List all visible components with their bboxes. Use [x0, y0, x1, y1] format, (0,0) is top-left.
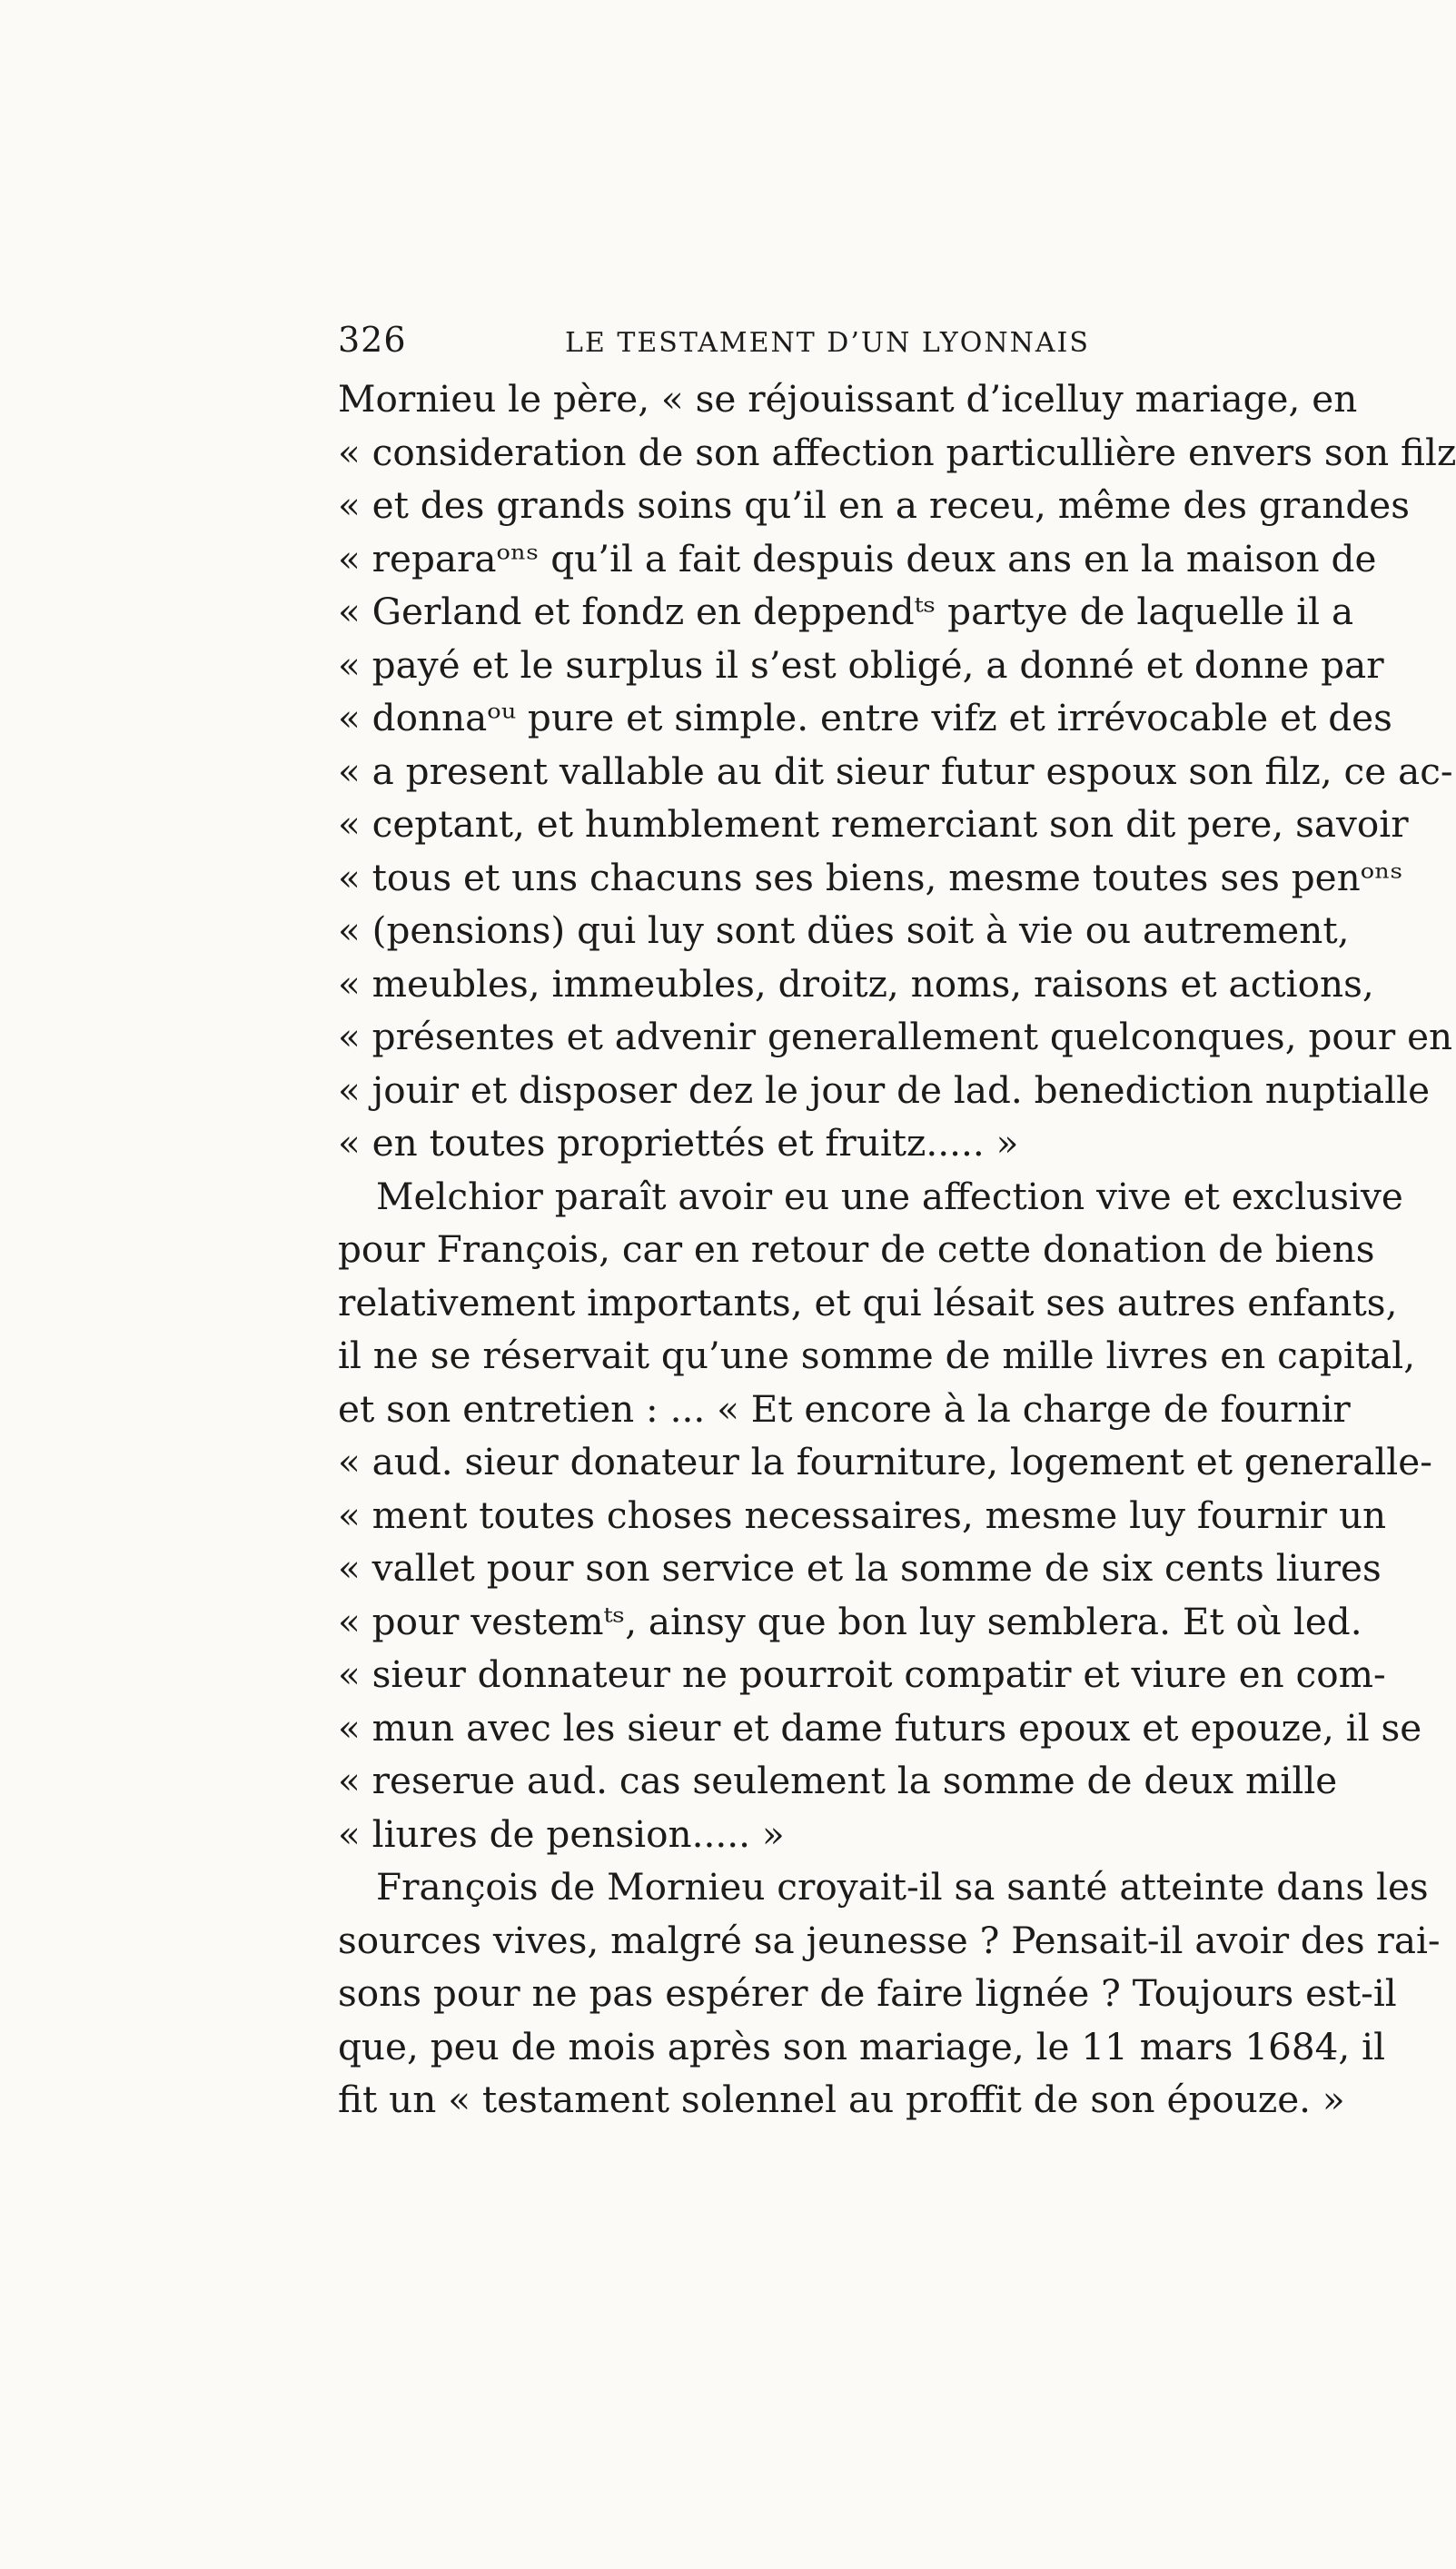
text-line: « donnaᵒᵘ pure et simple. entre vifz et irrévocable et des — [338, 696, 1392, 739]
page-header — [338, 320, 1315, 367]
text-line: « meubles, immeubles, droitz, noms, raisons et actions, — [338, 961, 1374, 1006]
text-line: « liures de pension..... » — [338, 1811, 785, 1856]
text-line: « pour vestemᵗˢ, ainsy que bon luy semblera. Et où led. — [338, 1599, 1362, 1643]
text-line: relativement importants, et qui lésait ses autres enfants, — [338, 1280, 1398, 1324]
text-line: sources vives, malgré sa jeunesse ? Pensait-il avoir des rai- — [338, 1918, 1441, 1962]
text-line: « vallet pour son service et la somme de six cents liures — [338, 1546, 1382, 1590]
running-title: LE TESTAMENT D’UN LYONNAIS — [565, 327, 1090, 359]
text-line: « ment toutes choses necessaires, mesme luy fournir un — [338, 1493, 1387, 1537]
text-line: « tous et uns chacuns ses biens, mesme toutes ses penᵒⁿˢ — [338, 855, 1403, 899]
page-number: 326 — [338, 320, 407, 360]
text-line: « aud. sieur donateur la fourniture, logement et generalle- — [338, 1440, 1432, 1483]
book-page — [338, 320, 1456, 2127]
text-line: « sieur donnateur ne pourroit compatir et viure en com- — [338, 1652, 1386, 1696]
text-line: « jouir et disposer dez le jour de lad. benediction nuptialle — [338, 1067, 1431, 1112]
text-line: pour François, car en retour de cette donation de biens — [338, 1227, 1375, 1271]
text-line: il ne se réservait qu’une somme de mille livres en capital, — [338, 1334, 1416, 1377]
text-line: « payé et le surplus il s’est obligé, a donné et donne par — [338, 642, 1384, 687]
text-line: « et des grands soins qu’il en a receu, même des grandes — [338, 483, 1411, 527]
text-line: Melchior paraît avoir eu une affection vive et exclusive — [376, 1174, 1403, 1218]
text-line: « reparaᵒⁿˢ qu’il a fait despuis deux ans en la maison de — [338, 536, 1377, 580]
text-line: François de Mornieu croyait-il sa santé atteinte dans les — [376, 1865, 1429, 1909]
body-text — [338, 372, 1456, 2127]
text-line: « consideration de son affection particullière envers son filz — [338, 430, 1456, 474]
text-line: « mun avec les sieur et dame futurs epoux et epouze, il se — [338, 1705, 1422, 1750]
text-line: « reserue aud. cas seulement la somme de deux mille — [338, 1759, 1338, 1802]
text-line: Mornieu le père, « se réjouissant d’icelluy mariage, en — [338, 377, 1358, 421]
text-line: « Gerland et fondz en deppendᵗˢ partye de laquelle il a — [338, 590, 1354, 633]
text-line: sons pour ne pas espérer de faire lignée ? Toujours est-il — [338, 1971, 1397, 2015]
text-line: que, peu de mois après son mariage, le 11 mars 1684, il — [338, 2024, 1386, 2068]
text-line: fit un « testament solennel au proffit de son épouze. » — [338, 2078, 1345, 2121]
text-line: « en toutes propriettés et fruitz..... » — [338, 1121, 1019, 1165]
text-line: « présentes et advenir generallement quelconques, pour en — [338, 1015, 1453, 1058]
text-line: « a present vallable au dit sieur futur espoux son filz, ce ac- — [338, 749, 1453, 793]
text-line: « (pensions) qui luy sont dües soit à vie ou autrement, — [338, 908, 1350, 952]
text-line: « ceptant, et humblement remerciant son dit pere, savoir — [338, 802, 1409, 846]
text-line: et son entretien : ... « Et encore à la charge de fournir — [338, 1386, 1351, 1431]
